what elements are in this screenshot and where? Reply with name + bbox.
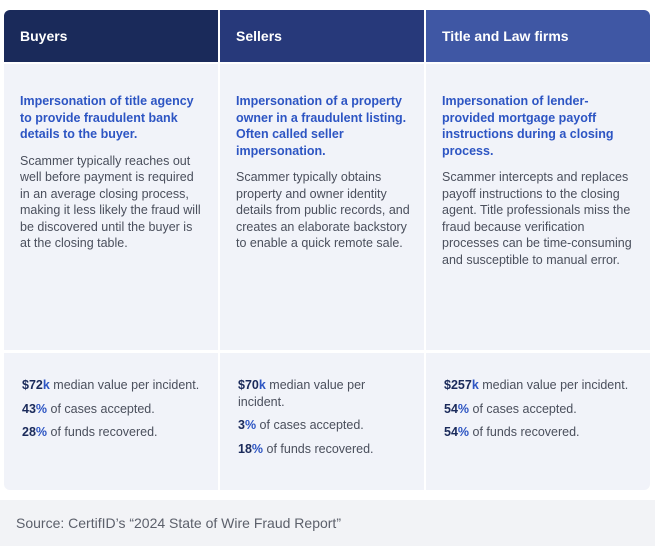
stat-unit: % <box>244 418 257 432</box>
fraud-description: Scammer intercepts and replaces payoff instructions to the closing agent. Title professionals miss the fraud because verification processes can be time-consuming and susceptible to manual error. <box>442 170 632 267</box>
stat-amount: $257 <box>444 378 472 392</box>
stat-unit: k <box>42 378 50 392</box>
stat-cases-accepted <box>444 401 636 418</box>
stat-unit: k <box>471 378 479 392</box>
column-header: Buyers <box>4 10 218 62</box>
column-header: Sellers <box>220 10 424 62</box>
stat-text: median value per incident. <box>238 378 366 409</box>
stat-cases-accepted <box>238 417 410 434</box>
stat-amount: 28 <box>22 425 36 439</box>
stat-text: median value per incident. <box>478 378 629 392</box>
stat-funds-recovered <box>444 424 636 441</box>
column-buyers <box>4 10 218 492</box>
stat-text: of funds recovered. <box>263 441 374 456</box>
stat-text: of cases accepted. <box>47 401 155 416</box>
column-stats <box>220 353 424 490</box>
column-title-law-firms <box>426 10 650 492</box>
stat-text: median value per incident. <box>49 378 200 392</box>
column-body <box>4 64 218 350</box>
stat-amount: 43 <box>22 401 36 416</box>
column-header: Title and Law firms <box>426 10 650 62</box>
stat-funds-recovered <box>238 441 410 458</box>
column-stats <box>4 353 218 490</box>
fraud-headline: Impersonation of lender-provided mortgage payoff instructions during a closing process. <box>442 94 614 158</box>
stat-median-value <box>444 377 636 394</box>
stat-funds-recovered <box>22 424 204 441</box>
fraud-headline: Impersonation of a property owner in a fraudulent listing. Often called seller impersonation. <box>236 94 407 158</box>
stat-median-value <box>22 377 204 394</box>
stat-amount: 54 <box>444 425 458 439</box>
stat-unit: % <box>35 401 48 416</box>
stat-amount: $72 <box>22 378 43 392</box>
fraud-description: Scammer typically reaches out well before payment is required in an average closing process, making it less likely the fraud will be discovered until the buyer is at the closing table. <box>20 153 201 250</box>
stat-unit: % <box>251 441 264 456</box>
stat-unit: k <box>258 378 266 392</box>
stat-text: of funds recovered. <box>47 425 158 439</box>
column-sellers <box>220 10 424 492</box>
stat-text: of cases accepted. <box>256 418 364 432</box>
stat-median-value <box>238 377 410 410</box>
comparison-table <box>4 10 650 492</box>
stat-unit: % <box>35 425 48 439</box>
source-caption: Source: CertifID’s “2024 State of Wire Fraud Report” <box>0 500 655 546</box>
stat-amount: 3 <box>238 418 245 432</box>
stat-amount: 18 <box>238 441 252 456</box>
stat-unit: % <box>457 401 470 416</box>
column-body <box>220 64 424 350</box>
stat-unit: % <box>457 425 470 439</box>
stat-amount: $70 <box>238 378 259 392</box>
stat-text: of cases accepted. <box>469 401 577 416</box>
stat-cases-accepted <box>22 401 204 418</box>
stat-text: of funds recovered. <box>469 425 580 439</box>
fraud-headline: Impersonation of title agency to provide fraudulent bank details to the buyer. <box>20 94 194 141</box>
stat-amount: 54 <box>444 401 458 416</box>
column-body <box>426 64 650 350</box>
column-stats <box>426 353 650 490</box>
fraud-description: Scammer typically obtains property and owner identity details from public records, and creates an elaborate backstory to enable a quick remote sale. <box>236 170 410 250</box>
